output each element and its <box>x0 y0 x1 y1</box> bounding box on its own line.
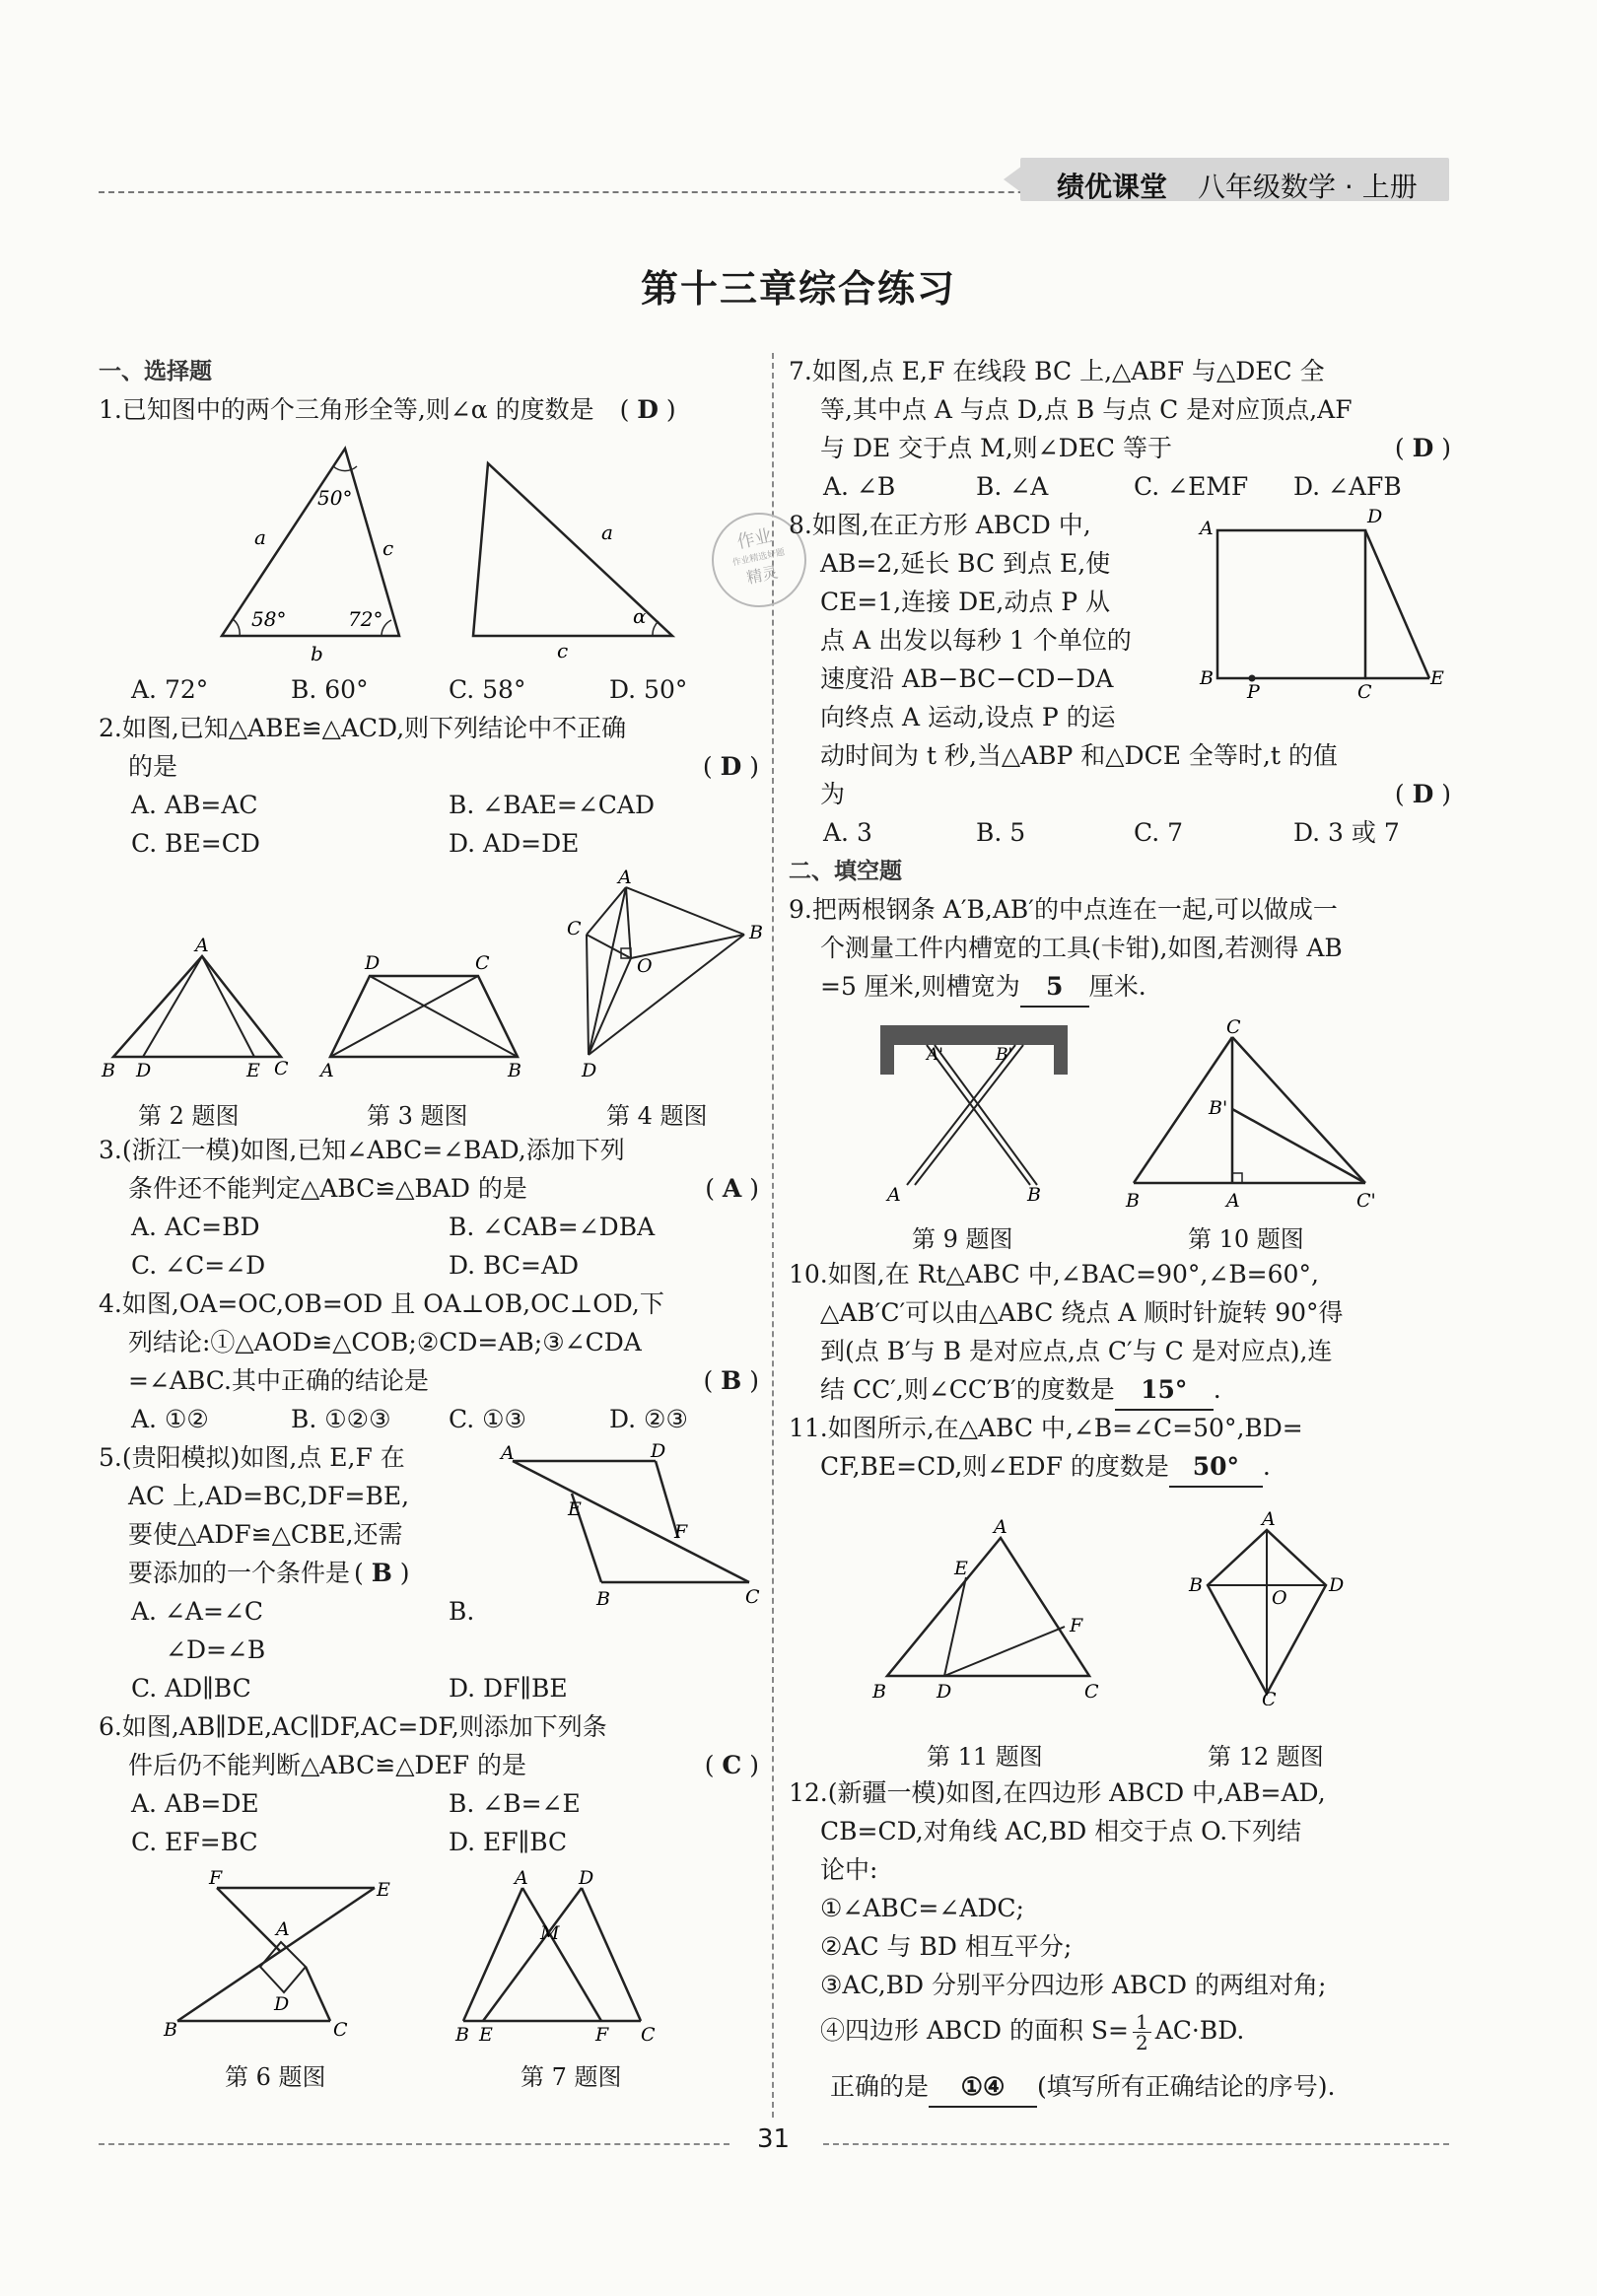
svg-text:A: A <box>320 1060 334 1081</box>
q8-stem-6: 向终点 A 运动,设点 P 的运 <box>820 703 1116 731</box>
q7-option-d: D. ∠AFB <box>1293 472 1402 501</box>
caption-fig11: 第 11 题图 <box>927 1743 1043 1771</box>
svg-text:D: D <box>1329 1574 1345 1596</box>
q5-option-c: C. AD∥BC <box>131 1674 251 1703</box>
q6-option-b: B. ∠B=∠E <box>449 1789 581 1818</box>
q10-answer: 15° <box>1115 1371 1214 1411</box>
q2-option-a: A. AB=AC <box>131 791 258 819</box>
svg-text:D: D <box>136 1060 152 1081</box>
q3-option-c: C. ∠C=∠D <box>131 1251 266 1280</box>
q11-stem-1: 11.如图所示,在△ABC 中,∠B=∠C=50°,BD= <box>789 1414 1303 1442</box>
q10-stem-1: 10.如图,在 Rt△ABC 中,∠BAC=90°,∠B=60°, <box>789 1260 1319 1288</box>
svg-text:b: b <box>311 642 323 665</box>
svg-text:F: F <box>595 2024 609 2046</box>
q7-option-b: B. ∠A <box>976 472 1049 501</box>
figures-2-3-4 <box>99 868 769 1084</box>
brand-name: 绩优课堂 <box>1057 171 1168 203</box>
svg-text:C: C <box>274 1058 289 1079</box>
svg-text:D: D <box>274 1993 290 2015</box>
q5-answer: B <box>371 1559 392 1587</box>
footer-rule-left <box>99 2143 729 2145</box>
section-choice: 一、选择题 <box>99 359 212 384</box>
q12-item-1: ①∠ABC=∠ADC; <box>820 1894 1024 1922</box>
q5-figure <box>493 1439 769 1617</box>
q10-stem-2: △AB′C′可以由△ABC 绕点 A 顺时针旋转 90°得 <box>820 1298 1344 1327</box>
q4-answer: B <box>721 1366 742 1395</box>
q3-option-a: A. AC=BD <box>131 1213 260 1241</box>
q9-stem-1: 9.把两根钢条 A′B,AB′的中点连在一起,可以做成一 <box>789 895 1338 924</box>
q11-answer: 50° <box>1169 1448 1263 1488</box>
svg-text:A: A <box>501 1442 515 1464</box>
q12-answer-line: 正确的是 ①④ (填写所有正确结论的序号). <box>830 2068 1335 2108</box>
svg-text:A: A <box>1226 1190 1240 1212</box>
q8-answer: D <box>1412 780 1434 808</box>
svg-text:B: B <box>596 1588 610 1610</box>
page-title: 第十三章综合练习 <box>640 267 956 311</box>
svg-text:B: B <box>455 2024 469 2046</box>
q1-answer: D <box>637 395 659 424</box>
svg-text:B: B <box>1189 1574 1203 1596</box>
q4-option-a: A. ①② <box>131 1405 209 1433</box>
svg-text:O: O <box>1272 1587 1287 1609</box>
svg-text:D: D <box>579 1868 594 1889</box>
q6-option-c: C. EF=BC <box>131 1828 258 1856</box>
q6-stem-2: 件后仍不能判断△ABC≌△DEF 的是 ( C ) <box>128 1751 759 1779</box>
q7-option-a: A. ∠B <box>823 472 896 501</box>
svg-text:c: c <box>382 536 394 560</box>
svg-text:B: B <box>508 1060 521 1081</box>
q11-stem-2: CF,BE=CD,则∠EDF 的度数是 50° . <box>820 1448 1271 1488</box>
q1-figure <box>207 439 690 665</box>
svg-text:F: F <box>674 1521 688 1543</box>
q4-stem-1: 4.如图,OA=OC,OB=OD 且 OA⊥OB,OC⊥OD,下 <box>99 1289 664 1318</box>
q9-answer: 5 <box>1020 968 1089 1008</box>
q8-stem-7: 动时间为 t 秒,当△ABP 和△DCE 全等时,t 的值 <box>820 741 1338 770</box>
svg-text:C: C <box>475 952 490 974</box>
q12-stem-2: CB=CD,对角线 AC,BD 相交于点 O.下列结 <box>820 1817 1302 1845</box>
caption-fig9: 第 9 题图 <box>912 1225 1013 1253</box>
q8-option-c: C. 7 <box>1134 818 1184 847</box>
caption-fig2: 第 2 题图 <box>138 1102 240 1130</box>
svg-text:E: E <box>377 1879 390 1901</box>
q6-option-a: A. AB=DE <box>131 1789 259 1818</box>
svg-text:B: B <box>1200 667 1214 689</box>
svg-text:C: C <box>1357 681 1372 700</box>
svg-text:D: D <box>651 1440 666 1462</box>
book-name: 八年级数学 · 上册 <box>1198 171 1418 203</box>
svg-text:O: O <box>637 955 653 977</box>
caption-fig7: 第 7 题图 <box>521 2063 622 2091</box>
svg-text:E: E <box>479 2024 493 2046</box>
q2-answer: D <box>720 752 742 781</box>
svg-text:α: α <box>633 604 647 628</box>
q12-item-4: ④四边形 ABCD 的面积 S= $\frac{1}{2}$ AC·BD. <box>820 2010 1245 2054</box>
q3-option-d: D. BC=AD <box>449 1251 580 1280</box>
q8-option-b: B. 5 <box>976 818 1026 847</box>
q8-stem-4: 点 A 出发以每秒 1 个单位的 <box>820 626 1132 655</box>
q3-stem-1: 3.(浙江一模)如图,已知∠ABC=∠BAD,添加下列 <box>99 1136 625 1164</box>
fraction-one-half: $\frac{1}{2}$ <box>1133 2012 1151 2052</box>
figures-9-10 <box>868 1015 1400 1213</box>
q5-option-b-text: ∠D=∠B <box>166 1635 266 1664</box>
svg-text:F: F <box>1070 1615 1083 1636</box>
svg-text:A: A <box>618 868 632 888</box>
q12-stem-1: 12.(新疆一模)如图,在四边形 ABCD 中,AB=AD, <box>789 1778 1326 1807</box>
svg-text:a: a <box>254 525 266 549</box>
q8-option-a: A. 3 <box>823 818 872 847</box>
svg-text:A: A <box>515 1868 528 1889</box>
q3-answer: A <box>722 1174 742 1203</box>
caption-fig12: 第 12 题图 <box>1208 1743 1324 1771</box>
q3-option-b: B. ∠CAB=∠DBA <box>449 1213 656 1241</box>
section-fill: 二、填空题 <box>789 859 902 884</box>
q12-item-3: ③AC,BD 分别平分四边形 ABCD 的两组对角; <box>820 1971 1327 1999</box>
q4-stem-3: =∠ABC.其中正确的结论是 ( B ) <box>128 1366 759 1395</box>
svg-text:B: B <box>164 2019 177 2041</box>
q7-option-c: C. ∠EMF <box>1134 472 1249 501</box>
caption-fig3: 第 3 题图 <box>367 1102 468 1130</box>
svg-text:C: C <box>1226 1016 1241 1038</box>
caption-fig6: 第 6 题图 <box>225 2063 326 2091</box>
svg-text:C': C' <box>1356 1190 1376 1212</box>
svg-text:A: A <box>887 1184 901 1206</box>
q1-stem: 1.已知图中的两个三角形全等,则∠α 的度数是 ( D ) <box>99 395 676 424</box>
svg-text:C: C <box>1084 1681 1099 1703</box>
q7-stem-3: 与 DE 交于点 M,则∠DEC 等于 ( D ) <box>820 434 1451 462</box>
q2-option-d: D. AD=DE <box>449 829 580 858</box>
q5-option-a: A. ∠A=∠C <box>131 1597 263 1626</box>
svg-text:B: B <box>1126 1190 1140 1212</box>
q10-stem-3: 到(点 B′与 B 是对应点,点 C′与 C 是对应点),连 <box>820 1337 1333 1365</box>
svg-text:D: D <box>582 1060 597 1081</box>
q2-stem-2: 的是 ( D ) <box>128 752 759 781</box>
svg-text:E: E <box>1430 667 1444 689</box>
svg-text:F: F <box>209 1868 223 1889</box>
svg-text:A: A <box>276 1918 290 1940</box>
svg-text:P: P <box>1247 681 1260 700</box>
caption-fig4: 第 4 题图 <box>606 1102 708 1130</box>
svg-text:B': B' <box>996 1045 1013 1065</box>
q8-stem-3: CE=1,连接 DE,动点 P 从 <box>820 588 1111 616</box>
svg-text:B: B <box>749 922 763 943</box>
q5-option-d: D. DF∥BE <box>449 1674 568 1703</box>
figures-11-12 <box>868 1508 1380 1705</box>
q1-option-d: D. 50° <box>609 675 688 704</box>
q9-stem-3: =5 厘米,则槽宽为 5 厘米. <box>820 968 1146 1008</box>
q1-option-a: A. 72° <box>131 675 209 704</box>
svg-text:B': B' <box>1209 1097 1228 1119</box>
watermark-stamp: 作业 作业精选好题 精灵 <box>703 504 815 616</box>
svg-text:E: E <box>568 1498 582 1520</box>
q2-stem-1: 2.如图,已知△ABE≌△ACD,则下列结论中不正确 <box>99 714 627 742</box>
svg-text:D: D <box>1367 506 1383 527</box>
svg-text:C: C <box>641 2024 656 2046</box>
svg-text:A': A' <box>927 1045 943 1065</box>
figures-6-7 <box>158 1868 710 2046</box>
q1-option-b: B. 60° <box>291 675 369 704</box>
q8-stem-1: 8.如图,在正方形 ABCD 中, <box>789 511 1091 539</box>
q6-answer: C <box>722 1751 742 1779</box>
q12-item-2: ②AC 与 BD 相互平分; <box>820 1932 1073 1961</box>
svg-text:C: C <box>1262 1689 1277 1705</box>
caption-fig10: 第 10 题图 <box>1188 1225 1304 1253</box>
page-number: 31 <box>757 2124 791 2154</box>
q8-option-d: D. 3 或 7 <box>1293 818 1400 847</box>
svg-text:C: C <box>745 1586 760 1608</box>
q5-stem-1: 5.(贵阳模拟)如图,点 E,F 在 <box>99 1443 405 1472</box>
svg-text:a: a <box>601 521 613 544</box>
svg-text:c: c <box>557 639 569 662</box>
column-divider <box>772 353 774 2118</box>
q3-stem-2: 条件还不能判定△ABC≌△BAD 的是 ( A ) <box>128 1174 759 1203</box>
svg-text:A: A <box>195 935 209 956</box>
q7-stem-2: 等,其中点 A 与点 D,点 B 与点 C 是对应顶点,AF <box>820 395 1353 424</box>
svg-text:E: E <box>246 1060 260 1081</box>
svg-text:D: D <box>365 952 381 974</box>
q8-stem-2: AB=2,延长 BC 到点 E,使 <box>820 549 1111 578</box>
svg-text:D: D <box>937 1681 952 1703</box>
svg-text:58°: 58° <box>251 607 287 631</box>
svg-text:A: A <box>994 1516 1007 1538</box>
q6-stem-1: 6.如图,AB∥DE,AC∥DF,AC=DF,则添加下列条 <box>99 1712 607 1741</box>
footer-rule-right <box>823 2143 1449 2145</box>
q8-stem-8: 为 ( D ) <box>820 780 1451 808</box>
q6-option-d: D. EF∥BC <box>449 1828 568 1856</box>
q8-stem-5: 速度沿 AB−BC−CD−DA <box>820 664 1114 693</box>
svg-text:B: B <box>1027 1184 1041 1206</box>
q5-option-b: B. <box>449 1597 475 1626</box>
q4-stem-2: 列结论:①△AOD≌△COB;②CD=AB;③∠CDA <box>128 1328 642 1357</box>
svg-text:C: C <box>567 918 582 939</box>
svg-text:M: M <box>540 1922 560 1944</box>
q12-answer: ①④ <box>929 2068 1037 2108</box>
svg-text:50°: 50° <box>317 486 353 510</box>
svg-text:72°: 72° <box>348 607 383 631</box>
q4-option-c: C. ①③ <box>449 1405 526 1433</box>
svg-text:E: E <box>954 1558 968 1579</box>
q7-answer: D <box>1412 434 1434 462</box>
svg-text:A: A <box>1200 518 1214 539</box>
q8-figure <box>1188 503 1454 700</box>
q9-stem-2: 个测量工件内槽宽的工具(卡钳),如图,若测得 AB <box>820 934 1343 962</box>
q4-option-d: D. ②③ <box>609 1405 688 1433</box>
q10-stem-4: 结 CC′,则∠CC′B′的度数是 15° . <box>820 1371 1221 1411</box>
svg-text:C: C <box>333 2019 348 2041</box>
q5-stem-3: 要使△ADF≌△CBE,还需 <box>128 1520 403 1549</box>
svg-text:B: B <box>872 1681 886 1703</box>
q7-stem-1: 7.如图,点 E,F 在线段 BC 上,△ABF 与△DEC 全 <box>789 357 1325 385</box>
q1-option-c: C. 58° <box>449 675 526 704</box>
svg-text:B: B <box>102 1060 115 1081</box>
q5-stem-2: AC 上,AD=BC,DF=BE, <box>128 1482 410 1510</box>
q2-option-c: C. BE=CD <box>131 829 260 858</box>
q4-option-b: B. ①②③ <box>291 1405 391 1433</box>
svg-text:A: A <box>1262 1508 1276 1530</box>
q5-stem-4: 要添加的一个条件是 ( B ) <box>128 1559 410 1587</box>
q2-option-b: B. ∠BAE=∠CAD <box>449 791 656 819</box>
q12-stem-3: 论中: <box>820 1855 878 1884</box>
